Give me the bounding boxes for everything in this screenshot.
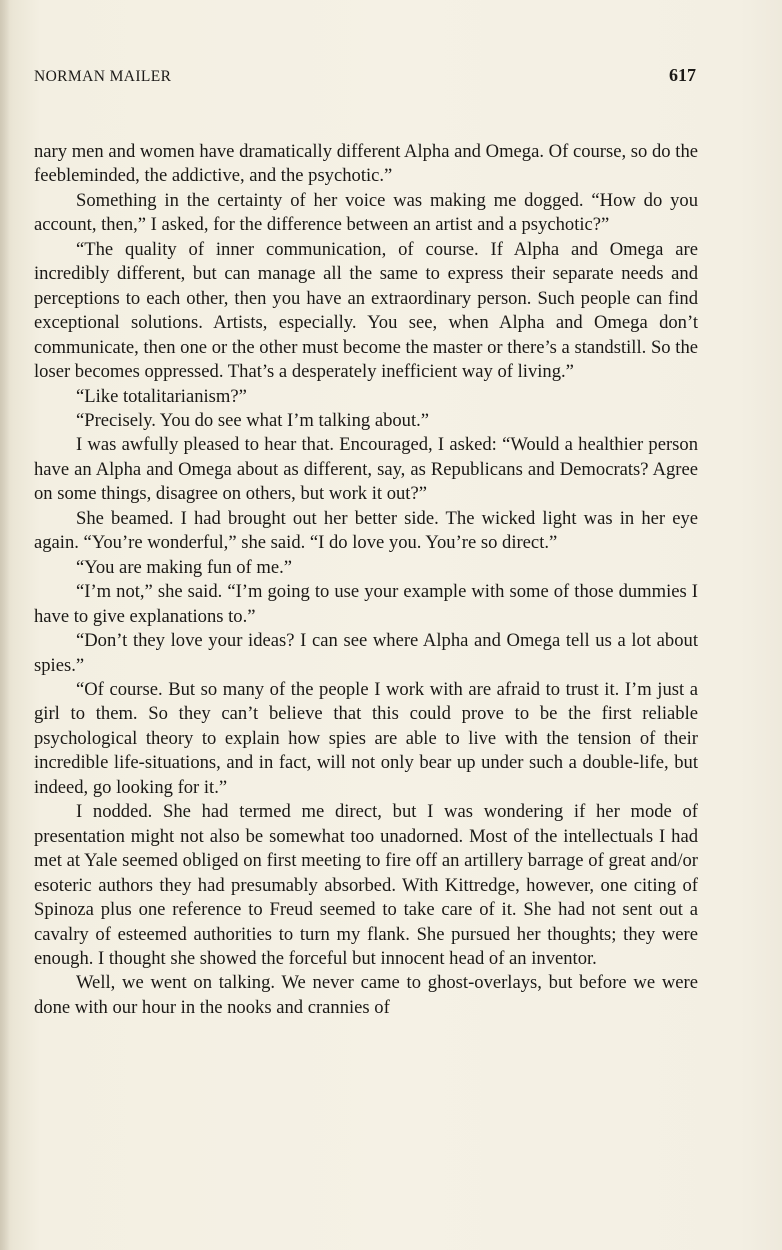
paragraph: “Like totalitarianism?” (76, 385, 247, 407)
paragraph: I was awfully pleased to hear that. Encouraged, I asked: “Would a healthier person have an Alpha and Omega about as different, say, as Republicans and Democrats? Agree on some things, disagree on others, but work it out?” (34, 434, 698, 505)
paragraph: “Of course. But so many of the people I work with are afraid to trust it. I’m just a girl to them. So they can’t believe that this could prove to be the first reliable psychological theory to explain how spies are able to live with the tension of their incredible life-situations, and in fact, will not only bear up under such a double-life, but indeed, go looking for it.” (34, 678, 698, 798)
paragraph: Something in the certainty of her voice was making me dogged. “How do you account, then,” I asked, for the difference between an artist and a psychotic?” (34, 189, 698, 236)
running-head (34, 64, 696, 90)
paragraph-continued: nary men and women have dramatically different Alpha and Omega. Of course, so do the feebleminded, the addictive, and the psychotic.” (34, 141, 698, 187)
paragraph: “Don’t they love your ideas? I can see where Alpha and Omega tell us a lot about spies.” (34, 630, 698, 676)
running-head-author: NORMAN MAILER (34, 68, 172, 85)
paragraph: I nodded. She had termed me direct, but I was wondering if her mode of presentation might not also be somewhat too unadorned. Most of the intellectuals I had met at Yale seemed obliged on first meeting to fire off an artillery barrage of great and/or esoteric authors they had presumably absorbed. With Kittredge, however, one citing of Spinoza plus one reference to Freud seemed to take care of it. She had not sent out a cavalry of esteemed authorities to turn my flank. She pursued her thoughts; they were enough. I thought she showed the forceful but innocent head of an inventor. (34, 801, 698, 969)
page-number: 617 (669, 65, 696, 85)
paragraph: Well, we went on talking. We never came to ghost-overlays, but before we were done with our hour in the nooks and crannies of (34, 972, 698, 1018)
paragraph: “Precisely. You do see what I’m talking about.” (76, 409, 430, 431)
spine-shadow (0, 0, 10, 1250)
paragraph: “You are making fun of me.” (76, 556, 293, 578)
paragraph: “The quality of inner communication, of course. If Alpha and Omega are incredibly different, but can manage all the same to express their separate needs and perceptions to each other, then you have an extraordinary person. Such people can find exceptional solutions. Artists, especially. You see, when Alpha and Omega don’t communicate, then one or the other must become the master or there’s a standstill. So the loser becomes oppressed. That’s a desperately inefficient way of living.” (34, 238, 698, 383)
paragraph: She beamed. I had brought out her better side. The wicked light was in her eye again. “You’re wonderful,” she said. “I do love you. You’re so direct.” (34, 507, 698, 554)
body-text (34, 140, 698, 1020)
paragraph: “I’m not,” she said. “I’m going to use your example with some of those dummies I have to give explanations to.” (34, 581, 698, 627)
